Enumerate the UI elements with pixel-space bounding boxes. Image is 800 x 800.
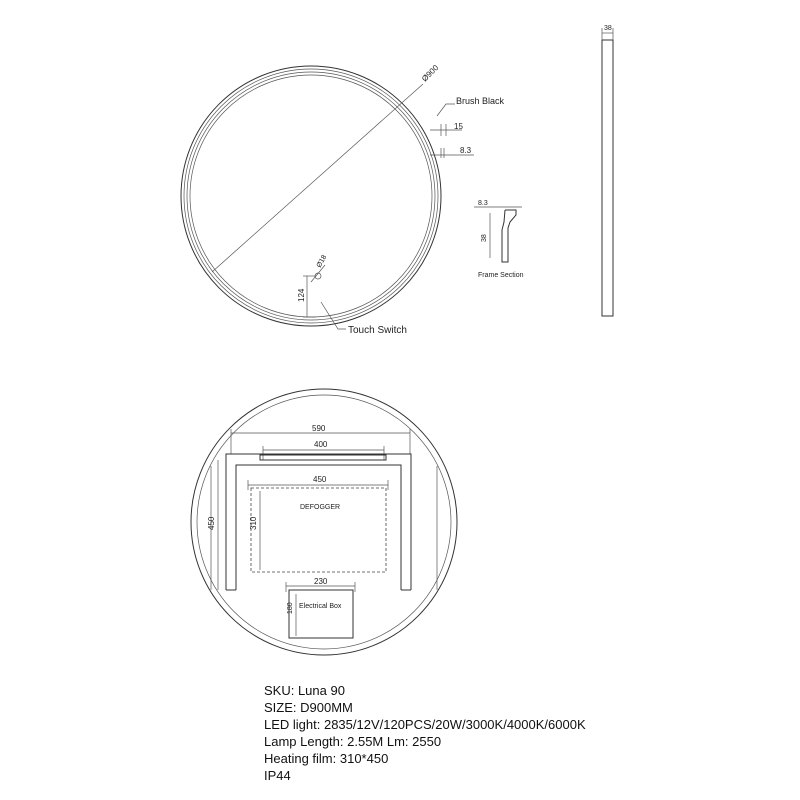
spec-list	[264, 682, 764, 784]
mirror-ring-2	[184, 69, 438, 323]
top-bar	[260, 455, 386, 460]
mirror-inner-ring	[190, 75, 432, 317]
switch-offset-label: 124	[297, 288, 306, 302]
bracket-height-label: 450	[207, 516, 216, 530]
section-width-label: 8.3	[478, 200, 488, 207]
defogger-label: DEFOGGER	[300, 504, 341, 511]
spec-lamp: Lamp Length: 2.55M Lm: 2550	[264, 734, 442, 749]
side-profile	[602, 40, 613, 316]
section-profile	[502, 210, 516, 262]
spec-led: LED light: 2835/12V/120PCS/20W/3000K/4000K/6000K	[264, 717, 586, 732]
finish-label: Brush Black	[456, 96, 505, 106]
gap-label: 8.3	[460, 146, 472, 155]
section-caption: Frame Section	[478, 272, 524, 279]
diameter-line	[212, 84, 423, 272]
section-height-label: 38	[481, 234, 488, 242]
frame-width-label: 15	[454, 122, 463, 131]
back-view	[191, 389, 457, 655]
frame-section	[474, 200, 524, 279]
bracket-width-label: 590	[312, 424, 326, 433]
box-height-label: 180	[287, 602, 294, 614]
mirror-ring-3	[187, 72, 435, 320]
depth-label: 38	[604, 25, 612, 32]
spec-heating: Heating film: 310*450	[264, 751, 389, 766]
front-view	[181, 63, 505, 336]
spec-ip: IP44	[264, 768, 291, 783]
box-width-label: 230	[314, 577, 328, 586]
defogger-width-label: 450	[313, 475, 327, 484]
mirror-outer-ring	[181, 66, 441, 326]
top-bar-label: 400	[314, 440, 328, 449]
spec-sku: SKU: Luna 90	[264, 683, 345, 698]
electrical-box	[289, 590, 353, 638]
switch-diameter-label: Ø18	[315, 254, 329, 269]
spec-size: SIZE: D900MM	[264, 700, 353, 715]
finish-leader	[437, 104, 455, 116]
diameter-label: Ø900	[420, 63, 441, 84]
box-label: Electrical Box	[299, 603, 342, 610]
touch-switch-label: Touch Switch	[348, 325, 407, 336]
side-view	[602, 25, 613, 316]
defogger-pad	[251, 488, 386, 572]
defogger-height-label: 310	[249, 516, 258, 530]
